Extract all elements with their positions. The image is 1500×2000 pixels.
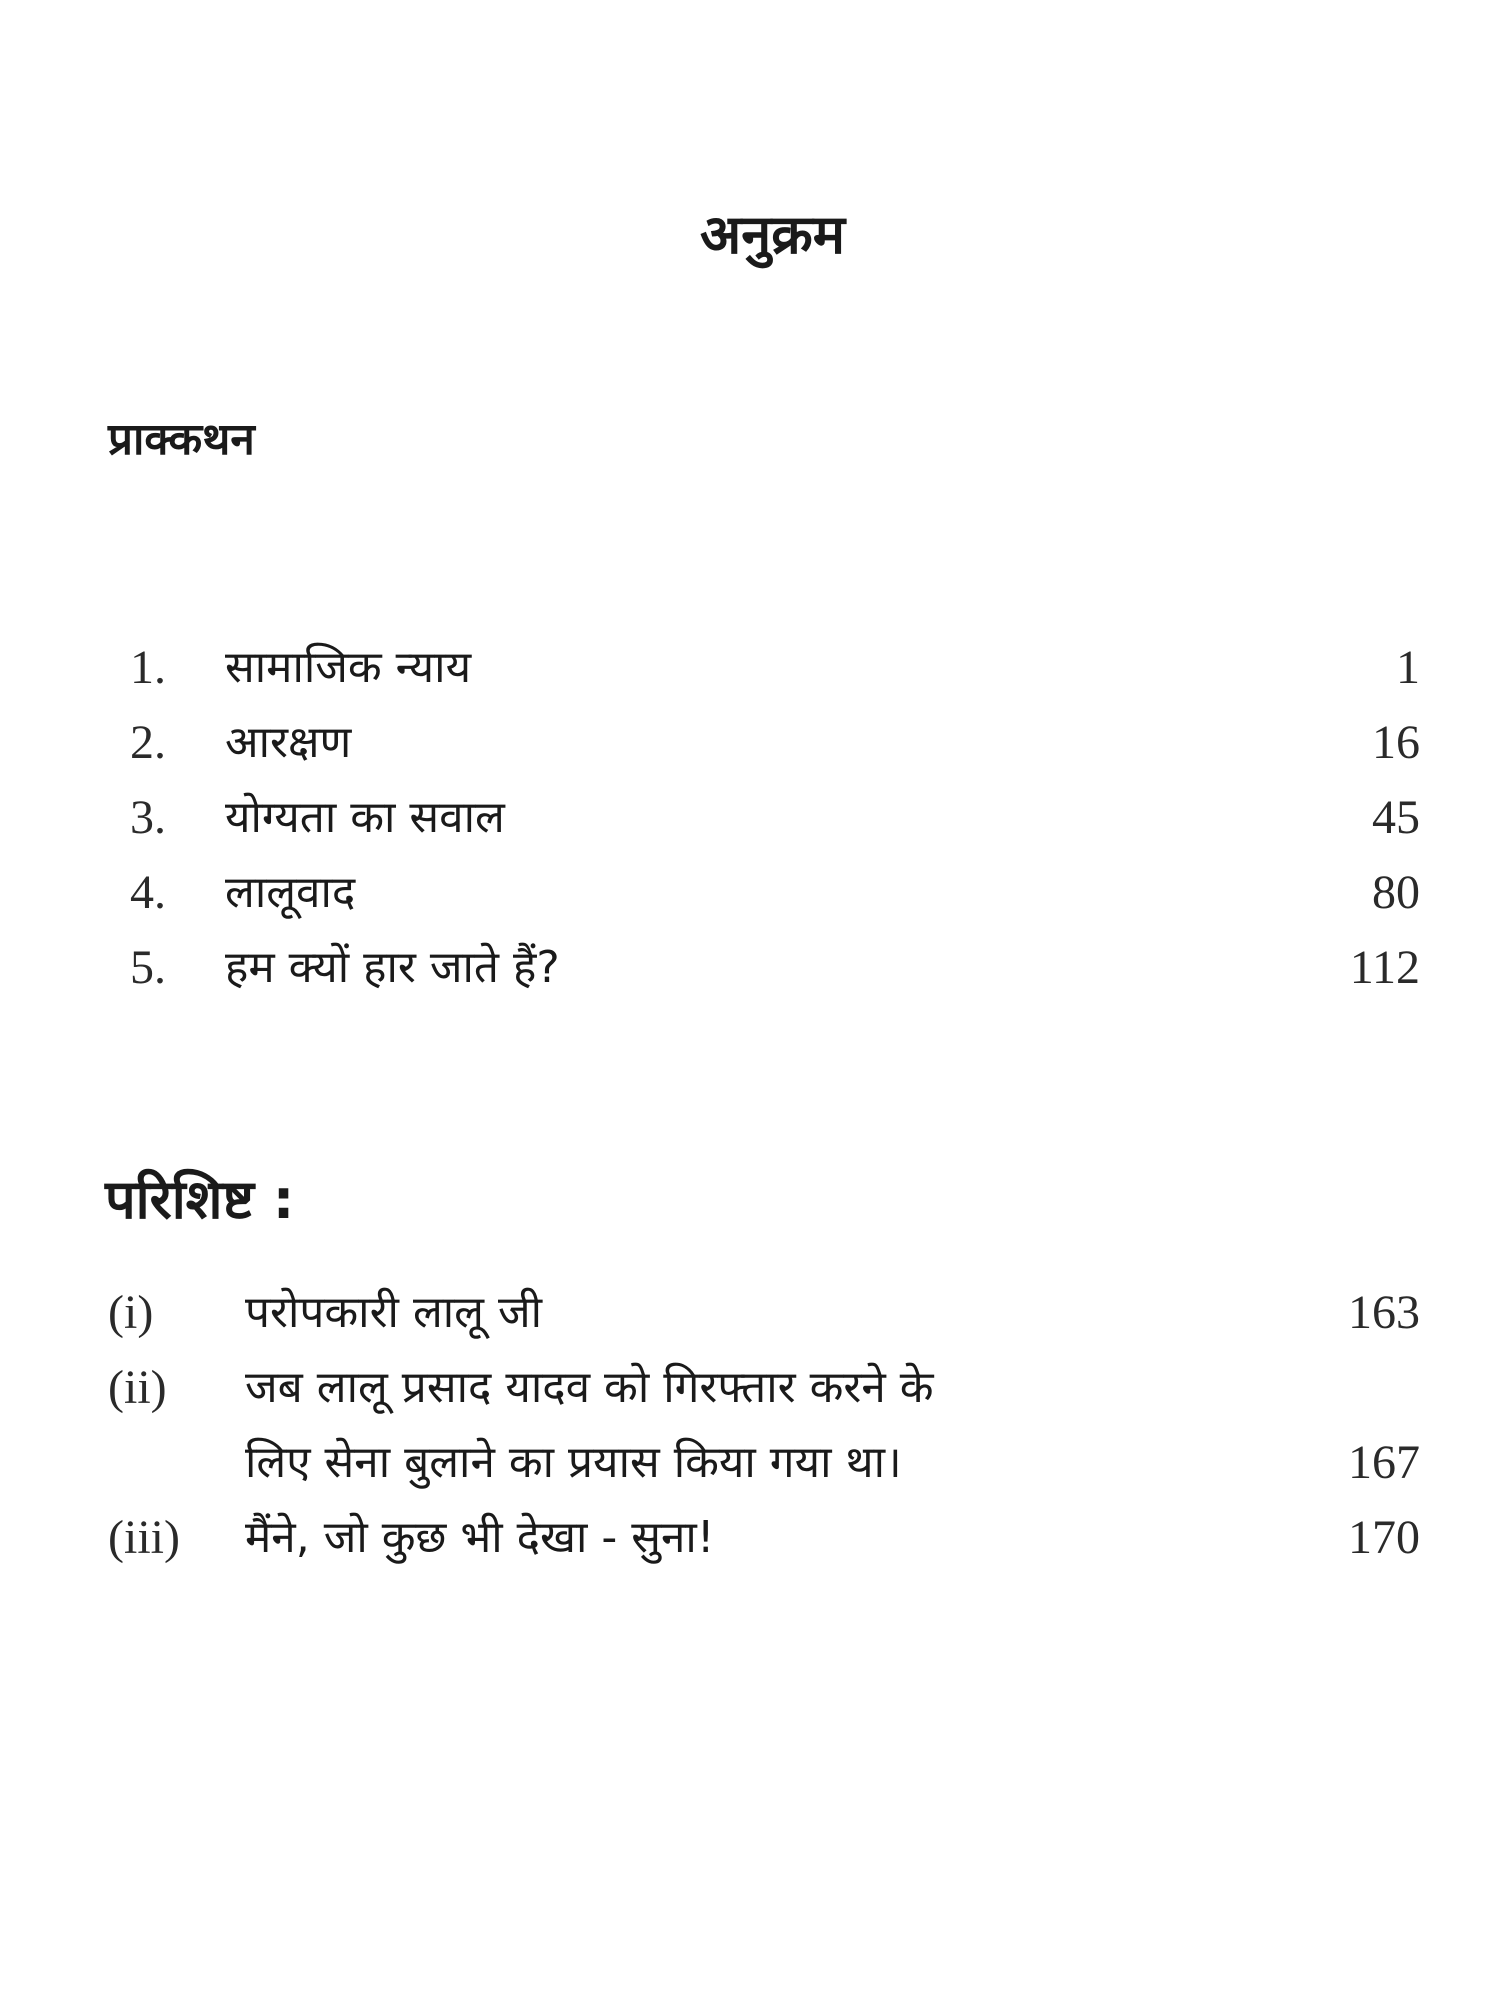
chapter-page-number: 1 [1396, 641, 1420, 694]
appendix-title-line-2: लिए सेना बुलाने का प्रयास किया गया था। [245, 1437, 902, 1488]
chapter-title: हम क्यों हार जाते हैं? [225, 942, 560, 993]
chapter-number: 3. [130, 791, 166, 844]
appendix-page-number: 163 [1348, 1286, 1420, 1339]
chapter-row [130, 780, 1420, 855]
appendix-title: परोपकारी लालू जी [245, 1287, 543, 1338]
chapter-page-number: 16 [1372, 716, 1420, 769]
chapter-row [130, 855, 1420, 930]
chapter-page-number: 112 [1349, 941, 1420, 994]
appendix-row [108, 1500, 1420, 1575]
chapter-row [130, 705, 1420, 780]
appendix-number: (ii) [108, 1361, 167, 1414]
chapter-row [130, 630, 1420, 705]
appendix-number: (iii) [108, 1511, 180, 1564]
chapter-title: योग्यता का सवाल [225, 792, 505, 843]
appendix-list [108, 1275, 1420, 1575]
chapter-page-number: 45 [1372, 791, 1420, 844]
chapter-number: 1. [130, 641, 166, 694]
appendix-row [108, 1350, 1420, 1500]
chapter-title: सामाजिक न्याय [225, 642, 472, 693]
appendix-heading: परिशिष्ट : [105, 1168, 295, 1231]
chapter-page-number: 80 [1372, 866, 1420, 919]
chapter-number: 5. [130, 941, 166, 994]
chapter-row [130, 930, 1420, 1005]
appendix-title: मैंने, जो कुछ भी देखा - सुना! [245, 1512, 715, 1563]
appendix-title-line-1: जब लालू प्रसाद यादव को गिरफ्तार करने के [245, 1362, 934, 1413]
chapter-title: लालूवाद [225, 867, 356, 918]
chapter-number: 2. [130, 716, 166, 769]
appendix-page-number: 170 [1348, 1511, 1420, 1564]
chapter-number: 4. [130, 866, 166, 919]
chapter-list [130, 630, 1420, 1005]
appendix-number: (i) [108, 1286, 154, 1339]
appendix-page-number: 167 [1348, 1436, 1420, 1489]
page-title: अनुक्रम [700, 203, 845, 266]
chapter-title: आरक्षण [225, 717, 352, 768]
appendix-row [108, 1275, 1420, 1350]
preface-heading: प्राक्कथन [108, 414, 255, 465]
